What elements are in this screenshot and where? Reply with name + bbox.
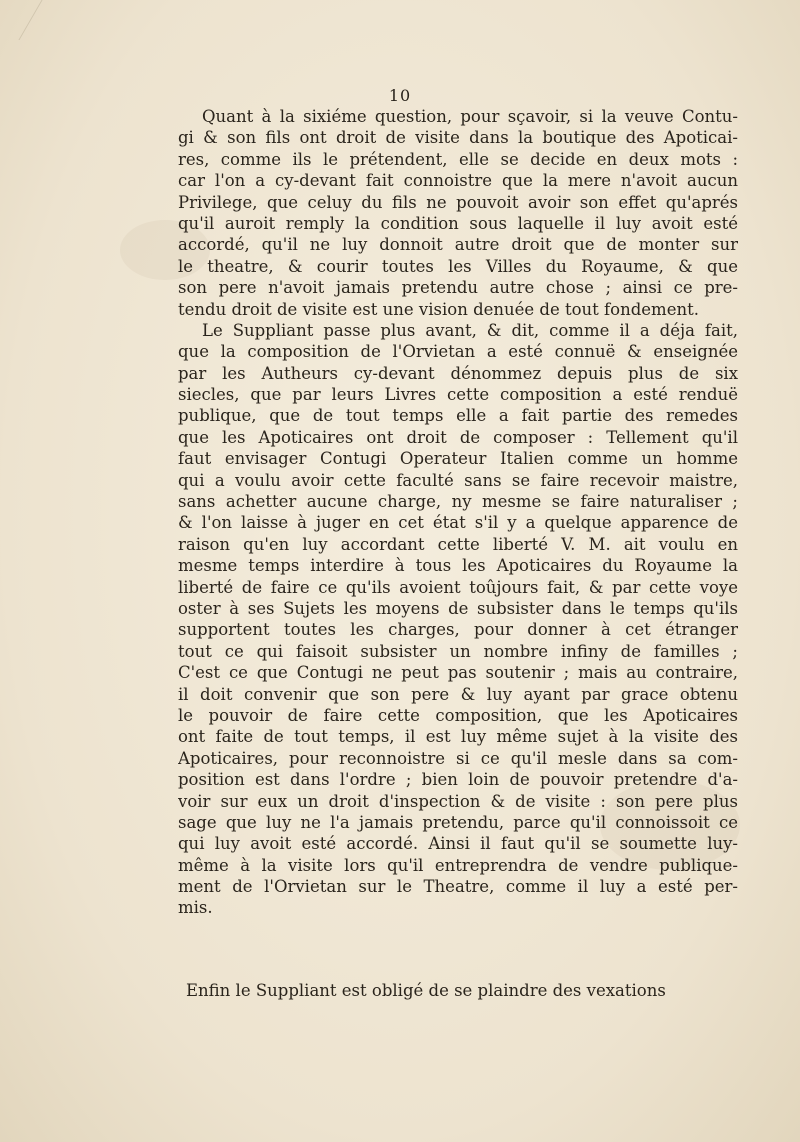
text-line: res, comme ils le prétendent, elle se decide en deux mots : xyxy=(178,149,738,169)
text-line: Apoticaires, pour reconnoistre si ce qu'il mesle dans sa com- xyxy=(178,748,738,768)
text-line: qu'il auroit remply la condition sous laquelle il luy avoit esté xyxy=(178,213,738,233)
text-line: Le Suppliant passe plus avant, & dit, comme il a déja fait, xyxy=(202,320,738,340)
catchline-block xyxy=(178,980,738,1001)
text-line: le theatre, & courir toutes les Villes du Royaume, & que xyxy=(178,256,738,276)
text-line: il doit convenir que son pere & luy ayant par grace obtenu xyxy=(178,684,738,704)
text-line: siecles, que par leurs Livres cette composition a esté renduë xyxy=(178,385,738,405)
page-corner-mark xyxy=(0,0,43,40)
text-line: qui luy avoit esté accordé. Ainsi il faut qu'il se soumette luy- xyxy=(178,834,738,854)
text-line: faut envisager Contugi Operateur Italien comme un homme xyxy=(178,449,738,469)
text-line: car l'on a cy-devant fait connoistre que la mere n'avoit aucun xyxy=(178,171,738,191)
text-line: ont faite de tout temps, il est luy même sujet à la visite des xyxy=(178,727,738,747)
text-line: son pere n'avoit jamais pretendu autre chose ; ainsi ce pre- xyxy=(178,278,738,298)
text-line: sans achetter aucune charge, ny mesme se faire naturaliser ; xyxy=(178,492,738,512)
text-line: oster à ses Sujets les moyens de subsister dans le temps qu'ils xyxy=(178,598,738,618)
text-line: accordé, qu'il ne luy donnoit autre droit que de monter sur xyxy=(178,235,738,255)
text-line: publique, que de tout temps elle a fait partie des remedes xyxy=(178,406,738,426)
catchline: Enfin le Suppliant est obligé de se plaindre des vexations xyxy=(186,981,666,1000)
text-line: qui a voulu avoir cette faculté sans se faire recevoir maistre, xyxy=(178,470,738,490)
text-line: par les Autheurs cy-devant dénommez depuis plus de six xyxy=(178,363,738,383)
text-line: voir sur eux un droit d'inspection & de visite : son pere plus xyxy=(178,791,738,811)
text-line: sage que luy ne l'a jamais pretendu, parce qu'il connoissoit ce xyxy=(178,812,738,832)
text-line: gi & son fils ont droit de visite dans la boutique des Apoticai- xyxy=(178,128,738,148)
text-line: liberté de faire ce qu'ils avoient toûjours fait, & par cette voye xyxy=(178,577,738,597)
text-line: Privilege, que celuy du fils ne pouvoit avoir son effet qu'aprés xyxy=(178,192,738,212)
text-line: tout ce qui faisoit subsister un nombre infiny de familles ; xyxy=(178,641,738,661)
text-line: tendu droit de visite est une vision denuée de tout fondement. xyxy=(178,299,699,319)
text-line: mesme temps interdire à tous les Apoticaires du Royaume la xyxy=(178,556,738,576)
text-line: Quant à la sixiéme question, pour sçavoir, si la veuve Contu- xyxy=(202,107,738,126)
text-line: mis. xyxy=(178,898,213,918)
page-number: 10 xyxy=(388,86,412,105)
text-line: le pouvoir de faire cette composition, que les Apoticaires xyxy=(178,705,738,725)
text-line: supportent toutes les charges, pour donner à cet étranger xyxy=(178,620,738,640)
text-line: que la composition de l'Orvietan a esté connuë & enseignée xyxy=(178,342,738,362)
text-line: position est dans l'ordre ; bien loin de pouvoir pretendre d'a- xyxy=(178,770,738,790)
text-line: ment de l'Orvietan sur le Theatre, comme il luy a esté per- xyxy=(178,877,738,897)
body-text xyxy=(178,106,738,919)
text-line: C'est ce que Contugi ne peut pas soutenir ; mais au contraire, xyxy=(178,663,738,683)
text-line: raison qu'en luy accordant cette liberté V. M. ait voulu en xyxy=(178,534,738,554)
text-line: même à la visite lors qu'il entreprendra de vendre publique- xyxy=(178,855,738,875)
text-line: que les Apoticaires ont droit de composer : Tellement qu'il xyxy=(178,427,738,447)
text-line: & l'on laisse à juger en cet état s'il y a quelque apparence de xyxy=(178,513,738,533)
